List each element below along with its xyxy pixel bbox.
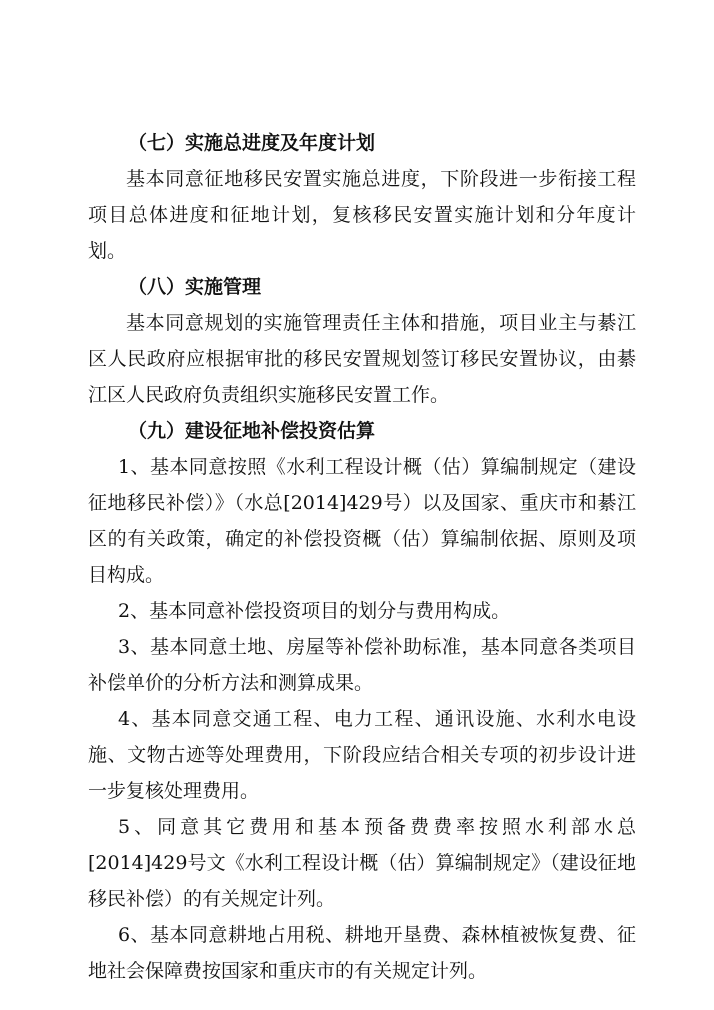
- paragraph-management: 基本同意规划的实施管理责任主体和措施，项目业主与綦江区人民政府应根据审批的移民安置规划签订移民安置协议，由綦江区人民政府负责组织实施移民安置工作。: [88, 312, 636, 406]
- section-heading-7: （七）实施总进度及年度计划: [128, 132, 376, 154]
- paragraph-item-3: 3、基本同意土地、房屋等补偿补助标准，基本同意各类项目补偿单价的分析方法和测算成果。: [88, 636, 636, 694]
- paragraph-schedule: 基本同意征地移民安置实施总进度，下阶段进一步衔接工程项目总体进度和征地计划，复核移民安置实施计划和分年度计划。: [88, 168, 636, 262]
- paragraph-item-4: 4、基本同意交通工程、电力工程、通讯设施、水利水电设施、文物古迹等处理费用，下阶段应结合相关专项的初步设计进一步复核处理费用。: [88, 708, 636, 802]
- paragraph-item-2: 2、基本同意补偿投资项目的划分与费用构成。: [118, 600, 511, 622]
- section-heading-9: （九）建设征地补偿投资估算: [128, 420, 376, 442]
- paragraph-item-1: 1、基本同意按照《水利工程设计概（估）算编制规定（建设征地移民补偿）》（水总[2014]429号）以及国家、重庆市和綦江区的有关政策，确定的补偿投资概（估）算编制依据、原则及项目构成。: [88, 456, 636, 586]
- paragraph-item-6: 6、基本同意耕地占用税、耕地开垦费、森林植被恢复费、征地社会保障费按国家和重庆市的有关规定计列。: [88, 924, 636, 982]
- document-body: [88, 125, 636, 989]
- paragraph-item-5: 5、同意其它费用和基本预备费费率按照水利部水总[2014]429号文《水利工程设计概（估）算编制规定》（建设征地移民补偿）的有关规定计列。: [88, 816, 636, 910]
- section-heading-8: （八）实施管理: [128, 276, 262, 298]
